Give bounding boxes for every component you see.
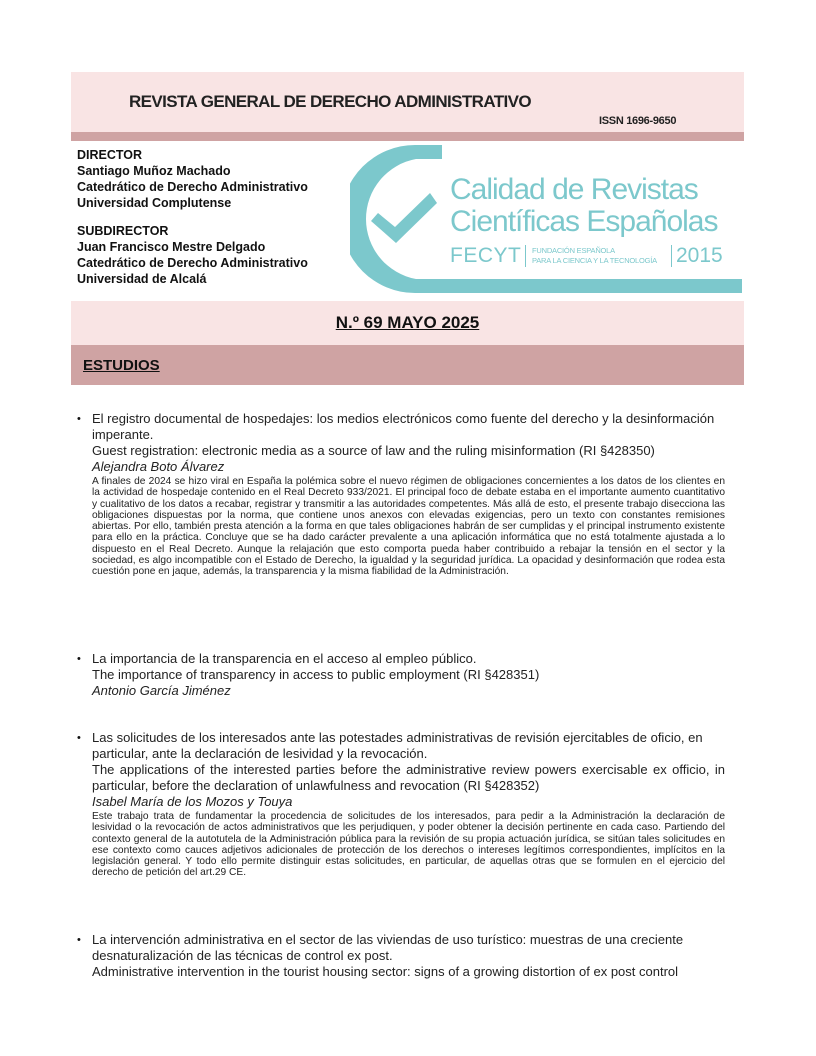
issue-title: N.º 69 MAYO 2025 [335,313,480,332]
subdirector-block [77,223,357,287]
article-item [77,411,725,578]
article-title-en: Guest registration: electronic media as a source of law and the ruling misinformation (RI §428350) [92,443,655,458]
article-abstract: Este trabajo trata de fundamentar la procedencia de solicitudes de los interesados, para pedir a la Administración la declaración de lesividad o la revocación de actos administrativos que les perjudiquen, y poder obtener la decisión pertinente en cada caso. Partiendo del contexto general de la autotutela de la Administración pública para la revisión de su propia actuación jurídica, se sitúan tales solicitudes en ese contexto como cauces adjetivos adicionales de protección de los derechos o intereses legítimos correspondientes, implícitos en la legislación general. Y todo ello permite distinguir estas solicitudes, en particular, de aquellas otras que se formulen en el ejercicio del derecho de petición del art.29 CE. [92,811,725,879]
director-name: Santiago Muñoz Machado [77,164,231,178]
seal-org-full-1: FUNDACIÓN ESPAÑOLA [532,246,615,255]
seal-divider [525,245,526,267]
journal-title: REVISTA GENERAL DE DERECHO ADMINISTRATIVO [129,92,532,111]
subdirector-institution: Universidad de Alcalá [77,272,207,286]
header-band [71,72,744,132]
seal-line-1: Calidad de Revistas [450,173,698,206]
article-abstract: A finales de 2024 se hizo viral en España la polémica sobre el nuevo régimen de obligaciones concernientes a los datos de los clientes en la actividad de hospedaje contenido en el Real Decreto 933/2021. El principal foco de debate estaba en el importante aumento cuantitativo y cualitativo de los datos a recabar, registrar y transmitir a las autoridades competentes. Más allá de esto, el presente trabajo disecciona las obligaciones dispuestas por la norma, que contiene unos anexos con elevadas exigencias, pero un texto con constantes remisiones abiertas. Por ello, también presta atención a la forma en que tales obligaciones habrán de ser cumplidas y el principal instrumento existente para ello en la práctica. Concluye que se ha dado carácter prevalente a una aplicación informática que no está totalmente ajustada a lo dispuesto en el Real Decreto. Aunque la relajación que esto comporta pueda haber contribuido a rebajar la tensión en el sector y la sociedad, es algo incompatible con el Estado de Derecho, la igualdad y la seguridad jurídica. La opacidad y desinformación que rodea esta cuestión pone en jaque, además, la transparencia y la misma fiabilidad de la Administración. [92,476,725,578]
director-block [77,147,357,211]
article-item [77,932,725,980]
editorial-staff [77,147,357,299]
subdirector-name: Juan Francisco Mestre Delgado [77,240,266,254]
article-item [77,651,725,699]
article-author: Isabel María de los Mozos y Touya [92,794,293,809]
bullet-icon: • [77,732,81,744]
article-title-en: The applications of the interested parties before the administrative review powers exercisable ex officio, in particular, before the declaration of unlawfulness and revocation (RI §428352) [92,762,725,793]
bullet-icon: • [77,413,81,425]
issue-band [71,301,744,345]
fecyt-quality-seal [350,145,742,297]
bullet-icon: • [77,653,81,665]
director-position: Catedrático de Derecho Administrativo [77,180,308,194]
article-title-en: Administrative intervention in the tourist housing sector: signs of a growing distortion of ex post control [92,964,679,979]
seal-year: 2015 [676,244,723,267]
seal-line-2: Científicas Españolas [450,205,718,238]
article-title: El registro documental de hospedajes: los medios electrónicos como fuente del derecho y la desinformación imperante. [92,411,715,442]
article-author: Alejandra Boto Álvarez [92,459,225,474]
subdirector-role: SUBDIRECTOR [77,224,169,238]
director-institution: Universidad Complutense [77,196,232,210]
article-title: La importancia de la transparencia en el acceso al empleo público. [92,651,477,666]
article-title: La intervención administrativa en el sector de las viviendas de uso turístico: muestras de una creciente desnaturalización de las técnicas de control ex post. [92,932,684,963]
article-item [77,730,725,879]
subdirector-position: Catedrático de Derecho Administrativo [77,256,308,270]
header-rule [71,132,744,141]
article-title-en: The importance of transparency in access to public employment (RI §428351) [92,667,540,682]
article-author: Antonio García Jiménez [92,683,231,698]
section-band [71,345,744,385]
issn-label: ISSN 1696-9650 [599,115,677,127]
seal-org: FECYT [450,244,522,267]
director-role: DIRECTOR [77,148,143,162]
seal-divider-2 [671,245,672,267]
checkmark-icon [371,193,437,243]
bullet-icon: • [77,934,81,946]
section-title: ESTUDIOS [83,357,160,374]
article-title: Las solicitudes de los interesados ante las potestades administrativas de revisión ejercitables de oficio, en particular, ante la declaración de lesividad y la revocación. [92,730,703,761]
seal-org-full-2: PARA LA CIENCIA Y LA TECNOLOGÍA [532,256,657,265]
